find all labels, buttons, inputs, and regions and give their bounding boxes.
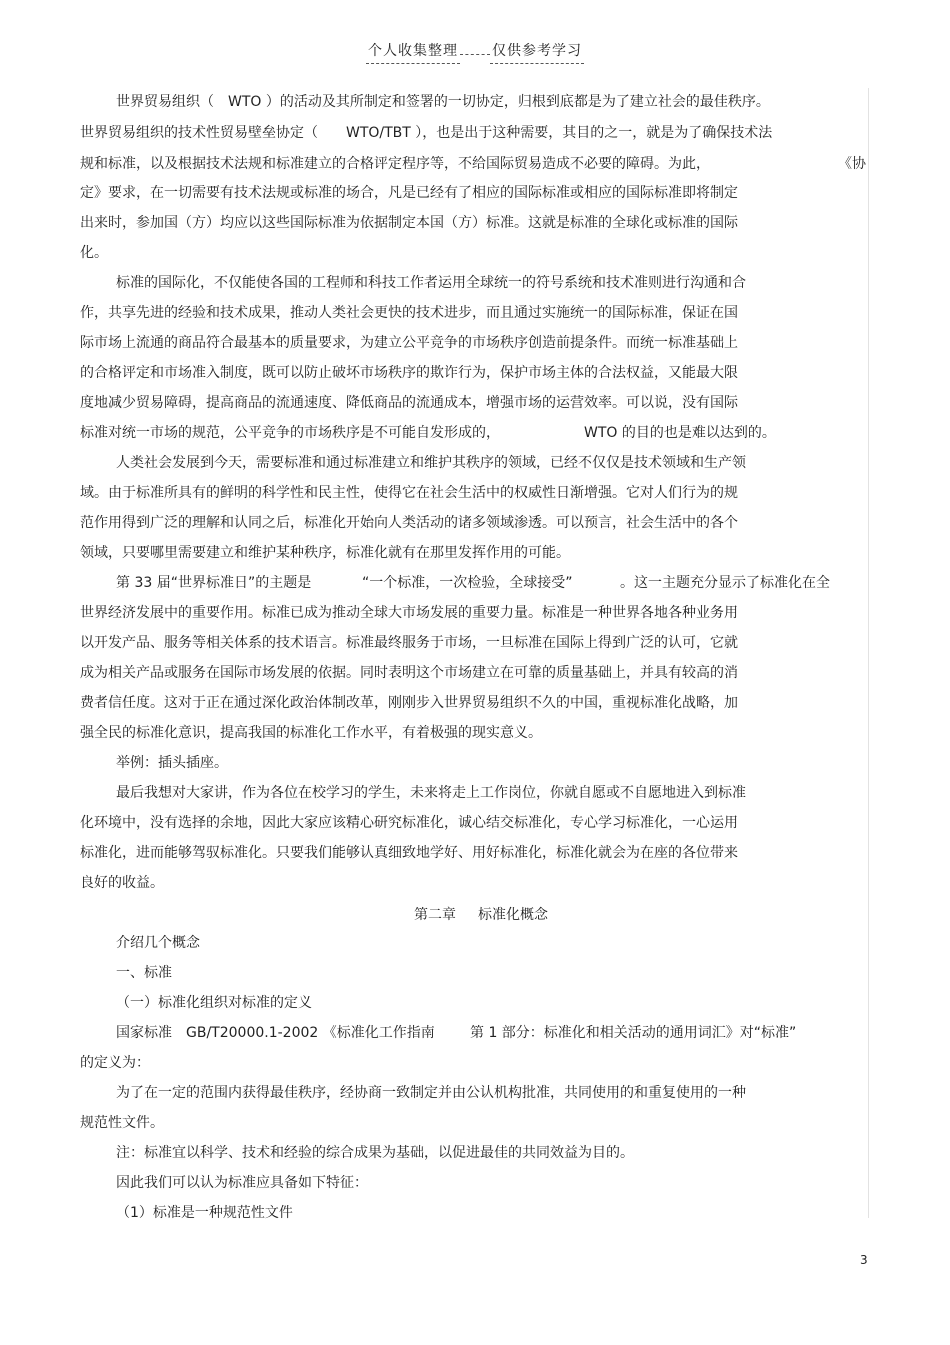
header-right-text: 仅供参考学习 <box>490 40 584 64</box>
text-line: 最后我想对大家讲，作为各位在校学习的学生，未来将走上工作岗位，你就自愿或不自愿地进入到标准 <box>116 785 746 801</box>
text-line: 介绍几个概念 <box>116 935 200 951</box>
header-divider <box>460 51 490 55</box>
text-line: 因此我们可以认为标准应具备如下特征： <box>116 1175 368 1191</box>
text-line: 域。由于标准所具有的鲜明的科学性和民主性，使得它在社会生活中的权威性日渐增强。它对人们行为的规 <box>80 485 738 501</box>
text-line: 以开发产品、服务等相关体系的技术语言。标准最终服务于市场，一旦标准在国际上得到广泛的认可，它就 <box>80 635 738 651</box>
text-line: 《协 <box>838 156 866 172</box>
text-line: （一）标准化组织对标准的定义 <box>116 995 312 1011</box>
text-line: 范作用得到广泛的理解和认同之后，标准化开始向人类活动的诸多领域渗透。可以预言，社会生活中的各个 <box>80 515 738 531</box>
text-line: 出来时，参加国（方）均应以这些国际标准为依据制定本国（方）标准。这就是标准的全球化或标准的国际 <box>80 215 738 231</box>
text-line: 注：标准宜以科学、技术和经验的综合成果为基础，以促进最佳的共同效益为目的。 <box>116 1145 634 1161</box>
header-left-text: 个人收集整理 <box>366 40 460 64</box>
text-line: 一、标准 <box>116 965 172 981</box>
text-line: 为了在一定的范围内获得最佳秩序，经协商一致制定并由公认机构批准，共同使用的和重复使用的一种 <box>116 1085 746 1101</box>
margin-rule <box>868 88 869 1218</box>
text-line: WTO 的目的也是难以达到的。 <box>584 425 776 441</box>
text-line: 。这一主题充分显示了标准化在全 <box>620 575 830 591</box>
text-line: 际市场上流通的商品符合最基本的质量要求，为建立公平竞争的市场秩序创造前提条件。而统一标准基础上 <box>80 335 738 351</box>
text-line: 领域，只要哪里需要建立和维护某种秩序，标准化就有在那里发挥作用的可能。 <box>80 545 570 561</box>
text-line: 成为相关产品或服务在国际市场发展的依据。同时表明这个市场建立在可靠的质量基础上，并具有较高的消 <box>80 665 738 681</box>
text-line: 世界贸易组织的技术性贸易壁垒协定（ WTO/TBT ），也是出于这种需要，其目的之一，就是为了确保技术法 <box>80 125 773 141</box>
text-line: 强全民的标准化意识，提高我国的标准化工作水平，有着极强的现实意义。 <box>80 725 542 741</box>
text-line: 第 33 届“世界标准日”的主题是 <box>116 575 312 591</box>
text-line: 世界贸易组织（ WTO ）的活动及其所制定和签署的一切协定，归根到底都是为了建立社会的最佳秩序。 <box>116 94 770 110</box>
text-line: 化。 <box>80 245 108 261</box>
text-line: 标准的国际化，不仅能使各国的工程师和科技工作者运用全球统一的符号系统和技术准则进行沟通和合 <box>116 275 746 291</box>
chapter-heading <box>414 904 548 924</box>
text-line: （1）标准是一种规范性文件 <box>116 1205 293 1221</box>
text-line: 的合格评定和市场准入制度，既可以防止破坏市场秩序的欺诈行为，保护市场主体的合法权益，又能最大限 <box>80 365 738 381</box>
chapter-title: 标准化概念 <box>478 907 548 923</box>
text-line: 定》要求，在一切需要有技术法规或标准的场合，凡是已经有了相应的国际标准或相应的国际标准即将制定 <box>80 185 738 201</box>
chapter-number: 第二章 <box>414 907 456 923</box>
page-header <box>0 40 950 64</box>
text-line: 规和标准，以及根据技术法规和标准建立的合格评定程序等，不给国际贸易造成不必要的障碍。为此， <box>80 156 710 172</box>
text-line: 良好的收益。 <box>80 875 164 891</box>
text-line: 世界经济发展中的重要作用。标准已成为推动全球大市场发展的重要力量。标准是一种世界各地各种业务用 <box>80 605 738 621</box>
text-line: 的定义为： <box>80 1055 150 1071</box>
text-line: 规范性文件。 <box>80 1115 164 1131</box>
text-line: 人类社会发展到今天，需要标准和通过标准建立和维护其秩序的领域，已经不仅仅是技术领域和生产领 <box>116 455 746 471</box>
text-line: 第 1 部分：标准化和相关活动的通用词汇》对“标准” <box>470 1025 797 1041</box>
text-line: 度地减少贸易障碍，提高商品的流通速度、降低商品的流通成本，增强市场的运营效率。可以说，没有国际 <box>80 395 738 411</box>
page-number: 3 <box>860 1253 868 1267</box>
text-line: “一个标准，一次检验，全球接受” <box>362 575 573 591</box>
text-line: 国家标准 GB/T20000.1-2002 《标准化工作指南 <box>116 1025 435 1041</box>
text-line: 作，共享先进的经验和技术成果，推动人类社会更快的技术进步，而且通过实施统一的国际标准，保证在国 <box>80 305 738 321</box>
text-line: 举例：插头插座。 <box>116 755 228 771</box>
text-line: 费者信任度。这对于正在通过深化政治体制改革，刚刚步入世界贸易组织不久的中国，重视标准化战略，加 <box>80 695 738 711</box>
text-line: 化环境中，没有选择的余地，因此大家应该精心研究标准化，诚心结交标准化，专心学习标准化，一心运用 <box>80 815 738 831</box>
text-line: 标准化，进而能够驾驭标准化。只要我们能够认真细致地学好、用好标准化，标准化就会为在座的各位带来 <box>80 845 738 861</box>
text-line: 标准对统一市场的规范，公平竞争的市场秩序是不可能自发形成的， <box>80 425 500 441</box>
